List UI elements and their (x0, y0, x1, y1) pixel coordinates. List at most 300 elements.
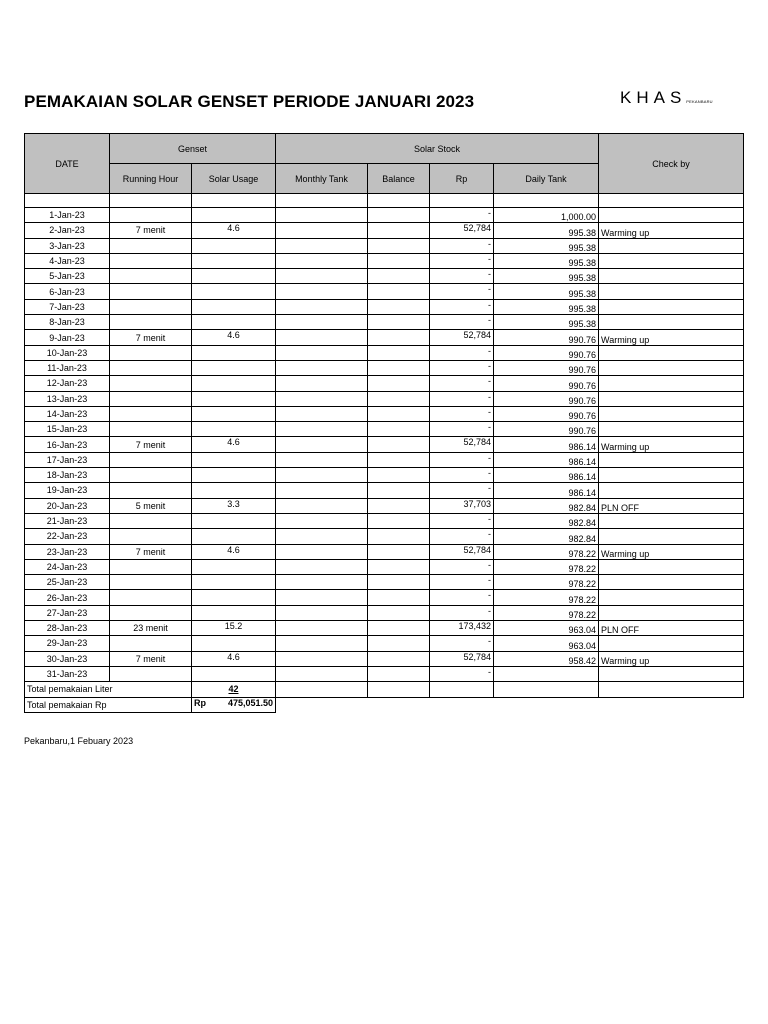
total-liter-label: Total pemakaian Liter (25, 682, 192, 697)
cell-running-hour: 23 menit (110, 621, 192, 636)
cell-solar-usage (192, 406, 276, 421)
cell-date: 7-Jan-23 (25, 299, 110, 314)
cell-date: 13-Jan-23 (25, 391, 110, 406)
cell-solar-usage (192, 452, 276, 467)
cell-check-by: PLN OFF (599, 498, 744, 513)
cell-balance (368, 590, 430, 605)
cell-date: 11-Jan-23 (25, 360, 110, 375)
cell-monthly-tank (276, 636, 368, 651)
cell-check-by (599, 238, 744, 253)
total-liter-row (25, 682, 744, 697)
cell-running-hour: 7 menit (110, 651, 192, 666)
cell-balance (368, 208, 430, 223)
cell-running-hour: 7 menit (110, 330, 192, 345)
table-row (25, 208, 744, 223)
cell-running-hour (110, 360, 192, 375)
cell-rp: 52,784 (430, 330, 494, 345)
cell-monthly-tank (276, 529, 368, 544)
cell-balance (368, 651, 430, 666)
col-header-genset: Genset (110, 134, 276, 164)
cell-solar-usage (192, 253, 276, 268)
cell-check-by: Warming up (599, 651, 744, 666)
cell-daily-tank: 978.22 (494, 559, 599, 574)
cell-check-by (599, 529, 744, 544)
cell-daily-tank: 995.38 (494, 269, 599, 284)
cell-monthly-tank (276, 559, 368, 574)
cell-solar-usage: 4.6 (192, 330, 276, 345)
cell-solar-usage: 3.3 (192, 498, 276, 513)
cell-check-by (599, 391, 744, 406)
cell-balance (368, 391, 430, 406)
cell-rp: - (430, 391, 494, 406)
cell-rp: - (430, 238, 494, 253)
table-row (25, 269, 744, 284)
cell-rp: - (430, 513, 494, 528)
cell-monthly-tank (276, 666, 368, 681)
table-row (25, 590, 744, 605)
cell-date: 14-Jan-23 (25, 406, 110, 421)
cell-monthly-tank (276, 452, 368, 467)
cell-date: 20-Jan-23 (25, 498, 110, 513)
table-row (25, 483, 744, 498)
total-rp-label: Total pemakaian Rp (25, 697, 192, 712)
cell-monthly-tank (276, 468, 368, 483)
table-row (25, 315, 744, 330)
cell-solar-usage (192, 529, 276, 544)
cell-balance (368, 559, 430, 574)
cell-balance (368, 345, 430, 360)
cell-daily-tank: 963.04 (494, 621, 599, 636)
cell-balance (368, 299, 430, 314)
cell-balance (368, 452, 430, 467)
cell-solar-usage (192, 360, 276, 375)
cell-balance (368, 513, 430, 528)
table-row (25, 498, 744, 513)
company-logo (620, 88, 713, 108)
cell-date: 1-Jan-23 (25, 208, 110, 223)
cell-rp: 52,784 (430, 651, 494, 666)
cell-running-hour (110, 208, 192, 223)
cell-rp: - (430, 345, 494, 360)
cell-date: 29-Jan-23 (25, 636, 110, 651)
cell-running-hour (110, 513, 192, 528)
cell-balance (368, 468, 430, 483)
cell-running-hour (110, 269, 192, 284)
cell-check-by: Warming up (599, 544, 744, 559)
blank-cell (25, 194, 110, 208)
total-rp-cell (192, 697, 276, 712)
cell-running-hour (110, 636, 192, 651)
blank-cell (494, 682, 599, 697)
cell-running-hour (110, 299, 192, 314)
cell-daily-tank: 990.76 (494, 376, 599, 391)
cell-balance (368, 437, 430, 452)
table-row (25, 605, 744, 620)
cell-date: 30-Jan-23 (25, 651, 110, 666)
cell-check-by (599, 269, 744, 284)
cell-daily-tank: 978.22 (494, 605, 599, 620)
cell-check-by (599, 483, 744, 498)
table-row (25, 223, 744, 238)
cell-monthly-tank (276, 406, 368, 421)
cell-rp: 173,432 (430, 621, 494, 636)
cell-running-hour (110, 666, 192, 681)
cell-balance (368, 483, 430, 498)
cell-running-hour: 7 menit (110, 223, 192, 238)
table-row (25, 651, 744, 666)
cell-check-by: Warming up (599, 330, 744, 345)
cell-date: 2-Jan-23 (25, 223, 110, 238)
cell-solar-usage (192, 590, 276, 605)
cell-balance (368, 315, 430, 330)
table-row (25, 406, 744, 421)
cell-balance (368, 269, 430, 284)
cell-date: 28-Jan-23 (25, 621, 110, 636)
cell-monthly-tank (276, 315, 368, 330)
cell-date: 10-Jan-23 (25, 345, 110, 360)
cell-monthly-tank (276, 590, 368, 605)
cell-rp: - (430, 468, 494, 483)
cell-monthly-tank (276, 422, 368, 437)
cell-monthly-tank (276, 513, 368, 528)
cell-solar-usage (192, 238, 276, 253)
cell-rp: - (430, 483, 494, 498)
cell-running-hour (110, 406, 192, 421)
table-row (25, 559, 744, 574)
cell-running-hour: 5 menit (110, 498, 192, 513)
cell-date: 16-Jan-23 (25, 437, 110, 452)
cell-solar-usage (192, 513, 276, 528)
cell-check-by (599, 422, 744, 437)
col-header-check-by: Check by (599, 134, 744, 194)
cell-daily-tank: 978.22 (494, 575, 599, 590)
cell-date: 15-Jan-23 (25, 422, 110, 437)
cell-rp: - (430, 376, 494, 391)
table-row (25, 238, 744, 253)
cell-rp: - (430, 253, 494, 268)
cell-balance (368, 238, 430, 253)
cell-monthly-tank (276, 269, 368, 284)
cell-rp: - (430, 605, 494, 620)
table-row (25, 544, 744, 559)
cell-solar-usage: 15.2 (192, 621, 276, 636)
cell-daily-tank: 995.38 (494, 284, 599, 299)
cell-check-by (599, 345, 744, 360)
cell-daily-tank: 995.38 (494, 223, 599, 238)
cell-check-by (599, 284, 744, 299)
blank-cell (276, 194, 368, 208)
cell-balance (368, 636, 430, 651)
cell-monthly-tank (276, 651, 368, 666)
cell-running-hour (110, 529, 192, 544)
cell-balance (368, 621, 430, 636)
cell-solar-usage (192, 391, 276, 406)
cell-rp: - (430, 666, 494, 681)
cell-monthly-tank (276, 345, 368, 360)
col-header-solar-usage: Solar Usage (192, 164, 276, 194)
cell-daily-tank: 995.38 (494, 253, 599, 268)
cell-check-by (599, 452, 744, 467)
cell-balance (368, 529, 430, 544)
cell-rp: - (430, 590, 494, 605)
cell-check-by (599, 299, 744, 314)
cell-date: 17-Jan-23 (25, 452, 110, 467)
cell-running-hour (110, 483, 192, 498)
cell-date: 4-Jan-23 (25, 253, 110, 268)
table-row (25, 253, 744, 268)
cell-solar-usage (192, 269, 276, 284)
cell-solar-usage (192, 208, 276, 223)
cell-check-by (599, 605, 744, 620)
cell-balance (368, 544, 430, 559)
cell-daily-tank: 958.42 (494, 651, 599, 666)
cell-date: 23-Jan-23 (25, 544, 110, 559)
col-header-monthly-tank: Monthly Tank (276, 164, 368, 194)
total-rp-row (25, 697, 744, 712)
cell-daily-tank: 982.84 (494, 513, 599, 528)
cell-check-by (599, 468, 744, 483)
cell-solar-usage (192, 345, 276, 360)
col-header-balance: Balance (368, 164, 430, 194)
cell-balance (368, 498, 430, 513)
cell-date: 6-Jan-23 (25, 284, 110, 299)
cell-rp: - (430, 529, 494, 544)
blank-cell (599, 682, 744, 697)
cell-daily-tank: 1,000.00 (494, 208, 599, 223)
blank-cell (110, 194, 192, 208)
table-row (25, 468, 744, 483)
cell-solar-usage (192, 284, 276, 299)
cell-running-hour: 7 menit (110, 544, 192, 559)
col-header-rp: Rp (430, 164, 494, 194)
cell-solar-usage: 4.6 (192, 437, 276, 452)
cell-solar-usage: 4.6 (192, 223, 276, 238)
cell-rp: - (430, 575, 494, 590)
cell-running-hour (110, 315, 192, 330)
table-row (25, 575, 744, 590)
cell-rp: - (430, 315, 494, 330)
cell-check-by (599, 666, 744, 681)
cell-balance (368, 422, 430, 437)
cell-rp: - (430, 208, 494, 223)
table-row (25, 437, 744, 452)
table-row (25, 513, 744, 528)
cell-check-by (599, 360, 744, 375)
cell-date: 24-Jan-23 (25, 559, 110, 574)
cell-daily-tank: 978.22 (494, 544, 599, 559)
cell-running-hour (110, 575, 192, 590)
cell-daily-tank: 990.76 (494, 391, 599, 406)
cell-solar-usage (192, 575, 276, 590)
cell-daily-tank: 963.04 (494, 636, 599, 651)
cell-date: 27-Jan-23 (25, 605, 110, 620)
cell-daily-tank: 978.22 (494, 590, 599, 605)
cell-check-by (599, 208, 744, 223)
solar-usage-table (24, 133, 744, 713)
cell-rp: - (430, 636, 494, 651)
cell-date: 31-Jan-23 (25, 666, 110, 681)
cell-monthly-tank (276, 544, 368, 559)
cell-monthly-tank (276, 575, 368, 590)
cell-monthly-tank (276, 299, 368, 314)
cell-daily-tank: 986.14 (494, 437, 599, 452)
cell-running-hour (110, 391, 192, 406)
table-row (25, 666, 744, 681)
table-row (25, 330, 744, 345)
cell-monthly-tank (276, 238, 368, 253)
cell-date: 3-Jan-23 (25, 238, 110, 253)
logo-wordmark: KHAS (620, 88, 687, 107)
cell-monthly-tank (276, 330, 368, 345)
cell-balance (368, 253, 430, 268)
table-row (25, 345, 744, 360)
cell-check-by (599, 559, 744, 574)
cell-solar-usage (192, 605, 276, 620)
cell-check-by: Warming up (599, 437, 744, 452)
cell-rp: 52,784 (430, 223, 494, 238)
table-row (25, 376, 744, 391)
cell-date: 12-Jan-23 (25, 376, 110, 391)
cell-monthly-tank (276, 376, 368, 391)
cell-solar-usage (192, 636, 276, 651)
cell-check-by (599, 315, 744, 330)
cell-monthly-tank (276, 284, 368, 299)
table-row (25, 391, 744, 406)
cell-daily-tank: 995.38 (494, 315, 599, 330)
cell-monthly-tank (276, 437, 368, 452)
cell-solar-usage: 4.6 (192, 651, 276, 666)
cell-monthly-tank (276, 483, 368, 498)
table-row (25, 636, 744, 651)
cell-balance (368, 223, 430, 238)
header-row-top (25, 134, 744, 164)
table-row (25, 452, 744, 467)
page-title: PEMAKAIAN SOLAR GENSET PERIODE JANUARI 2023 (24, 92, 475, 111)
cell-solar-usage (192, 666, 276, 681)
blank-row (25, 194, 744, 208)
cell-balance (368, 666, 430, 681)
cell-solar-usage (192, 376, 276, 391)
table-row (25, 529, 744, 544)
cell-daily-tank (494, 666, 599, 681)
table-row (25, 299, 744, 314)
cell-solar-usage (192, 315, 276, 330)
cell-monthly-tank (276, 208, 368, 223)
col-header-date: DATE (25, 134, 110, 194)
total-rp-currency: Rp (194, 697, 206, 708)
cell-monthly-tank (276, 391, 368, 406)
blank-cell (368, 194, 430, 208)
blank-cell (192, 194, 276, 208)
cell-check-by: Warming up (599, 223, 744, 238)
cell-monthly-tank (276, 253, 368, 268)
cell-balance (368, 360, 430, 375)
col-header-running-hour: Running Hour (110, 164, 192, 194)
cell-monthly-tank (276, 621, 368, 636)
cell-running-hour (110, 422, 192, 437)
cell-daily-tank: 982.84 (494, 529, 599, 544)
cell-solar-usage (192, 468, 276, 483)
total-liter-value: 42 (192, 682, 276, 697)
cell-daily-tank: 995.38 (494, 299, 599, 314)
cell-daily-tank: 995.38 (494, 238, 599, 253)
cell-running-hour (110, 345, 192, 360)
cell-date: 9-Jan-23 (25, 330, 110, 345)
cell-rp: - (430, 559, 494, 574)
cell-balance (368, 330, 430, 345)
blank-cell (494, 194, 599, 208)
cell-daily-tank: 990.76 (494, 422, 599, 437)
cell-check-by (599, 513, 744, 528)
cell-daily-tank: 990.76 (494, 345, 599, 360)
cell-date: 22-Jan-23 (25, 529, 110, 544)
cell-date: 18-Jan-23 (25, 468, 110, 483)
cell-running-hour: 7 menit (110, 437, 192, 452)
cell-balance (368, 376, 430, 391)
cell-check-by (599, 636, 744, 651)
cell-monthly-tank (276, 498, 368, 513)
cell-solar-usage (192, 422, 276, 437)
cell-daily-tank: 986.14 (494, 468, 599, 483)
table-row (25, 422, 744, 437)
cell-check-by (599, 376, 744, 391)
cell-solar-usage (192, 559, 276, 574)
cell-check-by (599, 406, 744, 421)
cell-daily-tank: 986.14 (494, 452, 599, 467)
total-rp-value: 475,051.50 (227, 697, 273, 708)
cell-running-hour (110, 376, 192, 391)
cell-check-by (599, 575, 744, 590)
footer-place-date: Pekanbaru,1 Febuary 2023 (24, 736, 134, 746)
cell-monthly-tank (276, 360, 368, 375)
cell-balance (368, 284, 430, 299)
cell-date: 26-Jan-23 (25, 590, 110, 605)
cell-balance (368, 575, 430, 590)
cell-rp: - (430, 422, 494, 437)
cell-date: 25-Jan-23 (25, 575, 110, 590)
cell-rp: - (430, 284, 494, 299)
cell-monthly-tank (276, 223, 368, 238)
cell-running-hour (110, 605, 192, 620)
cell-date: 8-Jan-23 (25, 315, 110, 330)
cell-daily-tank: 990.76 (494, 360, 599, 375)
table-row (25, 360, 744, 375)
logo-location: PEKANBARU (686, 99, 713, 104)
cell-rp: - (430, 360, 494, 375)
cell-solar-usage (192, 483, 276, 498)
cell-balance (368, 605, 430, 620)
cell-daily-tank: 982.84 (494, 498, 599, 513)
cell-balance (368, 406, 430, 421)
cell-running-hour (110, 284, 192, 299)
cell-running-hour (110, 468, 192, 483)
cell-check-by (599, 253, 744, 268)
cell-running-hour (110, 238, 192, 253)
cell-rp: 52,784 (430, 437, 494, 452)
cell-running-hour (110, 559, 192, 574)
blank-cell (276, 682, 368, 697)
cell-rp: - (430, 269, 494, 284)
cell-solar-usage: 4.6 (192, 544, 276, 559)
table-row (25, 621, 744, 636)
empty-space (276, 697, 744, 712)
cell-daily-tank: 990.76 (494, 406, 599, 421)
cell-daily-tank: 986.14 (494, 483, 599, 498)
col-header-solar-stock: Solar Stock (276, 134, 599, 164)
blank-cell (430, 682, 494, 697)
cell-monthly-tank (276, 605, 368, 620)
table-row (25, 284, 744, 299)
